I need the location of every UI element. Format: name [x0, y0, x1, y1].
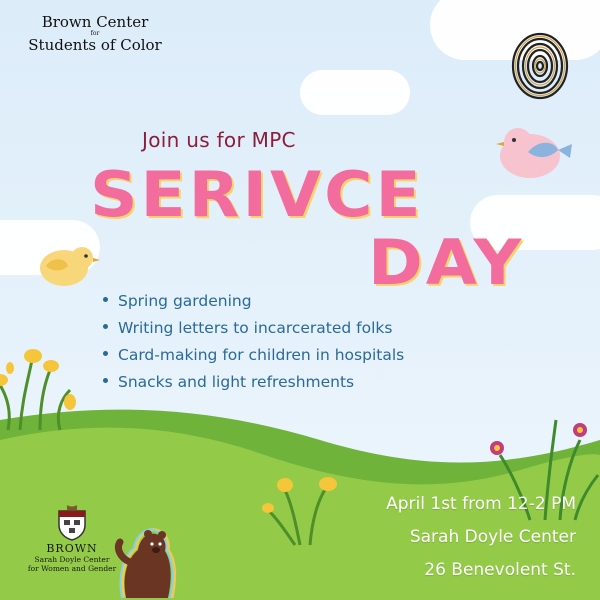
activity-text: Snacks and light refreshments: [118, 373, 355, 391]
brown-sub1: Sarah Doyle Center: [34, 555, 110, 564]
bccc-logo: [20, 14, 170, 54]
bear-icon: [110, 518, 180, 598]
fingerprint-icon: [510, 30, 570, 100]
brown-sub2: for Women and Gender: [27, 564, 117, 573]
bullet-icon: [103, 351, 108, 356]
event-time: April 1st from 12-2 PM: [386, 494, 576, 514]
list-item: [103, 288, 404, 315]
activity-list: [103, 288, 404, 396]
list-item: [103, 315, 404, 342]
yellow-bird-icon: [40, 247, 100, 286]
bullet-icon: [103, 378, 108, 383]
brown-logo: [22, 505, 122, 573]
title-line1: SERIVCE: [90, 157, 424, 232]
bullet-icon: [103, 297, 108, 302]
event-address: 26 Benevolent St.: [424, 560, 576, 580]
bccc-line1: Brown Center: [41, 13, 149, 31]
brown-name: BROWN: [46, 542, 98, 555]
list-item: [103, 369, 404, 396]
activity-text: Spring gardening: [118, 292, 252, 310]
title-line2: DAY: [368, 225, 525, 300]
brown-shield-icon: [57, 505, 87, 541]
activity-text: Writing letters to incarcerated folks: [118, 319, 393, 337]
activity-text: Card-making for children in hospitals: [118, 346, 405, 364]
pink-bird-icon: [496, 128, 572, 178]
bccc-line2: for: [90, 30, 100, 37]
bccc-line3: Students of Color: [28, 36, 162, 54]
intro-text: Join us for MPC: [142, 128, 296, 152]
list-item: [103, 342, 404, 369]
event-place: Sarah Doyle Center: [409, 527, 576, 547]
bullet-icon: [103, 324, 108, 329]
